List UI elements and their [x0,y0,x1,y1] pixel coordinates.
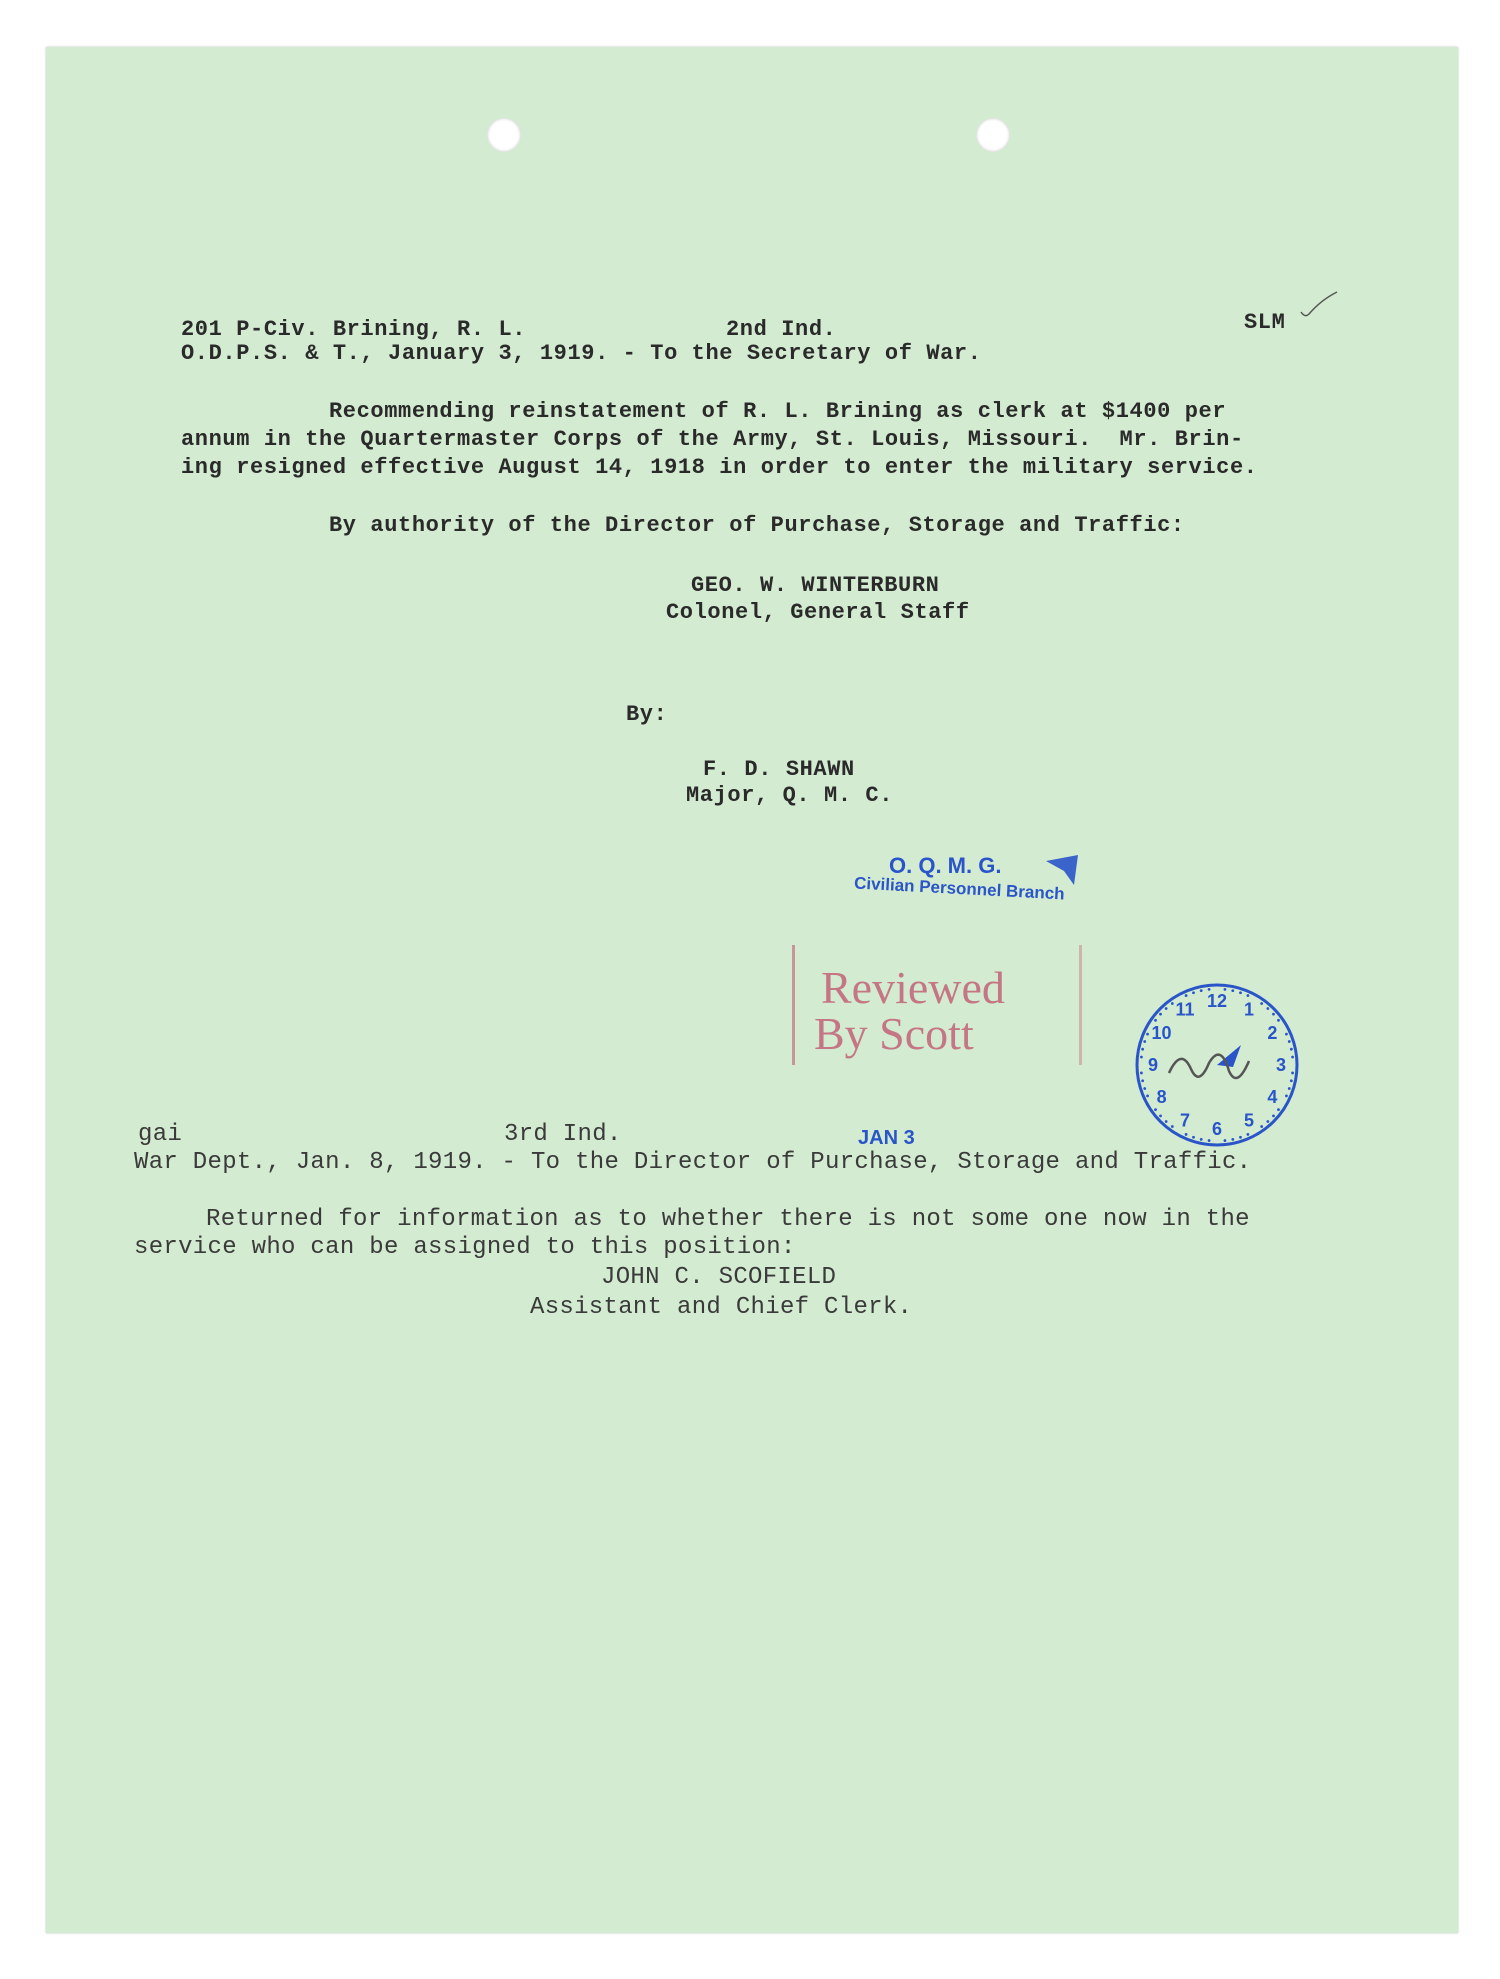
clock-tick [1208,1139,1211,1142]
check-mark-icon [1299,290,1339,320]
clock-tick [1165,1120,1168,1123]
indorsement-2-authority-line: By authority of the Director of Purchase, Storage and Traffic: [329,513,1185,538]
clock-tick [1185,994,1188,997]
clock-tick [1208,988,1211,991]
clock-tick [1260,1002,1263,1005]
clock-tick [1239,1136,1242,1139]
clock-tick [1247,1133,1250,1136]
clock-number: 8 [1156,1087,1167,1107]
indorsement-2-signer-name: GEO. W. WINTERBURN [691,573,940,598]
clock-tick [1291,1056,1294,1059]
clock-tick [1200,989,1203,992]
clock-tick [1185,1133,1188,1136]
clock-tick [1171,1002,1174,1005]
clock-tick [1290,1048,1293,1051]
clock-number: 9 [1147,1055,1159,1075]
clock-tick [1159,1013,1162,1016]
clock-tick [1239,991,1242,994]
clock-tick [1200,1138,1203,1141]
punch-hole-right [976,118,1010,152]
clock-tick [1171,1125,1174,1128]
clock-tick [1192,991,1195,994]
clock-tick [1192,1136,1195,1139]
clock-number: 10 [1151,1023,1172,1043]
clock-tick [1231,989,1234,992]
indorsement-2-file-ref: 201 P-Civ. Brining, R. L. [181,317,527,342]
stamp-arrow-icon [1044,853,1080,887]
indorsement-3-signer-title: Assistant and Chief Clerk. [530,1294,913,1321]
oqmg-stamp-line-1: O. Q. M. G. [889,853,1002,878]
clock-tick [1154,1108,1157,1111]
clock-tick [1140,1072,1143,1075]
indorsement-3-routing-line: War Dept., Jan. 8, 1919. - To the Director of Purchase, Storage and Traffic. [134,1149,1252,1176]
date-stamp: JAN 3 [858,1127,915,1149]
indorsement-3-body-line-1: Returned for information as to whether there is not some one now in the [206,1206,1250,1233]
indorsement-2-routing-line: O.D.P.S. & T., January 3, 1919. - To the Secretary of War. [181,341,982,366]
reviewed-stamp-border [792,945,1082,1065]
indorsement-2-by-label: By: [626,702,668,727]
oqmg-stamp-line-2: Civilian Personnel Branch [853,873,1066,904]
clock-tick [1141,1079,1144,1082]
indorsement-3-body-line-2: service who can be assigned to this position: [134,1234,796,1261]
indorsement-3-label: 3rd Ind. [504,1121,622,1148]
clock-number: 6 [1211,1119,1223,1139]
clock-tick [1260,1125,1263,1128]
clock-tick [1146,1095,1149,1098]
indorsement-2-label: 2nd Ind. [726,317,837,342]
clock-tick [1288,1087,1291,1090]
indorsement-3-initials: gai [138,1121,183,1148]
clock-tick [1285,1033,1288,1036]
reviewed-stamp-line-1: Reviewed [821,962,1005,1013]
clock-number: 12 [1206,991,1228,1011]
reviewed-stamp-line-2: By Scott [814,1008,974,1059]
clock-tick [1277,1108,1280,1111]
clock-tick [1247,994,1250,997]
clock-tick [1143,1087,1146,1090]
clock-number: 7 [1179,1110,1191,1131]
clock-tick [1141,1048,1144,1051]
handwritten-initials [1169,1055,1249,1078]
clock-tick [1288,1040,1291,1043]
clock-tick [1224,1139,1227,1142]
clock-number: 1 [1243,999,1255,1020]
clock-tick [1272,1114,1275,1117]
clock-tick [1146,1033,1149,1036]
indorsement-2-signer-title: Colonel, General Staff [666,600,970,625]
clock-tick [1277,1019,1280,1022]
indorsement-2-body-line-3: ing resigned effective August 14, 1918 in order to enter the military service. [181,455,1258,480]
indorsement-2-subsigner-title: Major, Q. M. C. [686,783,894,808]
clock-tick [1290,1079,1293,1082]
time-stamp-clock-icon [1129,977,1305,1158]
indorsement-2-body-line-2: annum in the Quartermaster Corps of the Army, St. Louis, Missouri. Mr. Brin- [181,427,1244,452]
document-page [46,47,1458,1933]
clock-tick [1291,1072,1294,1075]
clock-tick [1224,988,1227,991]
clock-number: 3 [1275,1055,1287,1075]
punch-hole-left [487,118,521,152]
clock-number: 2 [1267,1023,1278,1043]
clock-tick [1285,1095,1288,1098]
clock-number: 11 [1175,999,1195,1020]
clock-tick [1266,1007,1269,1010]
clock-tick [1154,1019,1157,1022]
clock-number: 5 [1243,1110,1255,1131]
clock-tick [1165,1007,1168,1010]
indorsement-2-body-line-1: Recommending reinstatement of R. L. Brining as clerk at $1400 per [329,399,1227,424]
indorsement-2-initials: SLM [1244,310,1286,335]
clock-tick [1272,1013,1275,1016]
indorsement-2-subsigner-name: F. D. SHAWN [703,757,855,782]
clock-tick [1143,1040,1146,1043]
clock-tick [1231,1138,1234,1141]
clock-tick [1159,1114,1162,1117]
indorsement-3-signer-name: JOHN C. SCOFIELD [601,1264,837,1291]
clock-tick [1266,1120,1269,1123]
clock-number: 4 [1267,1087,1278,1107]
clock-tick [1140,1056,1143,1059]
